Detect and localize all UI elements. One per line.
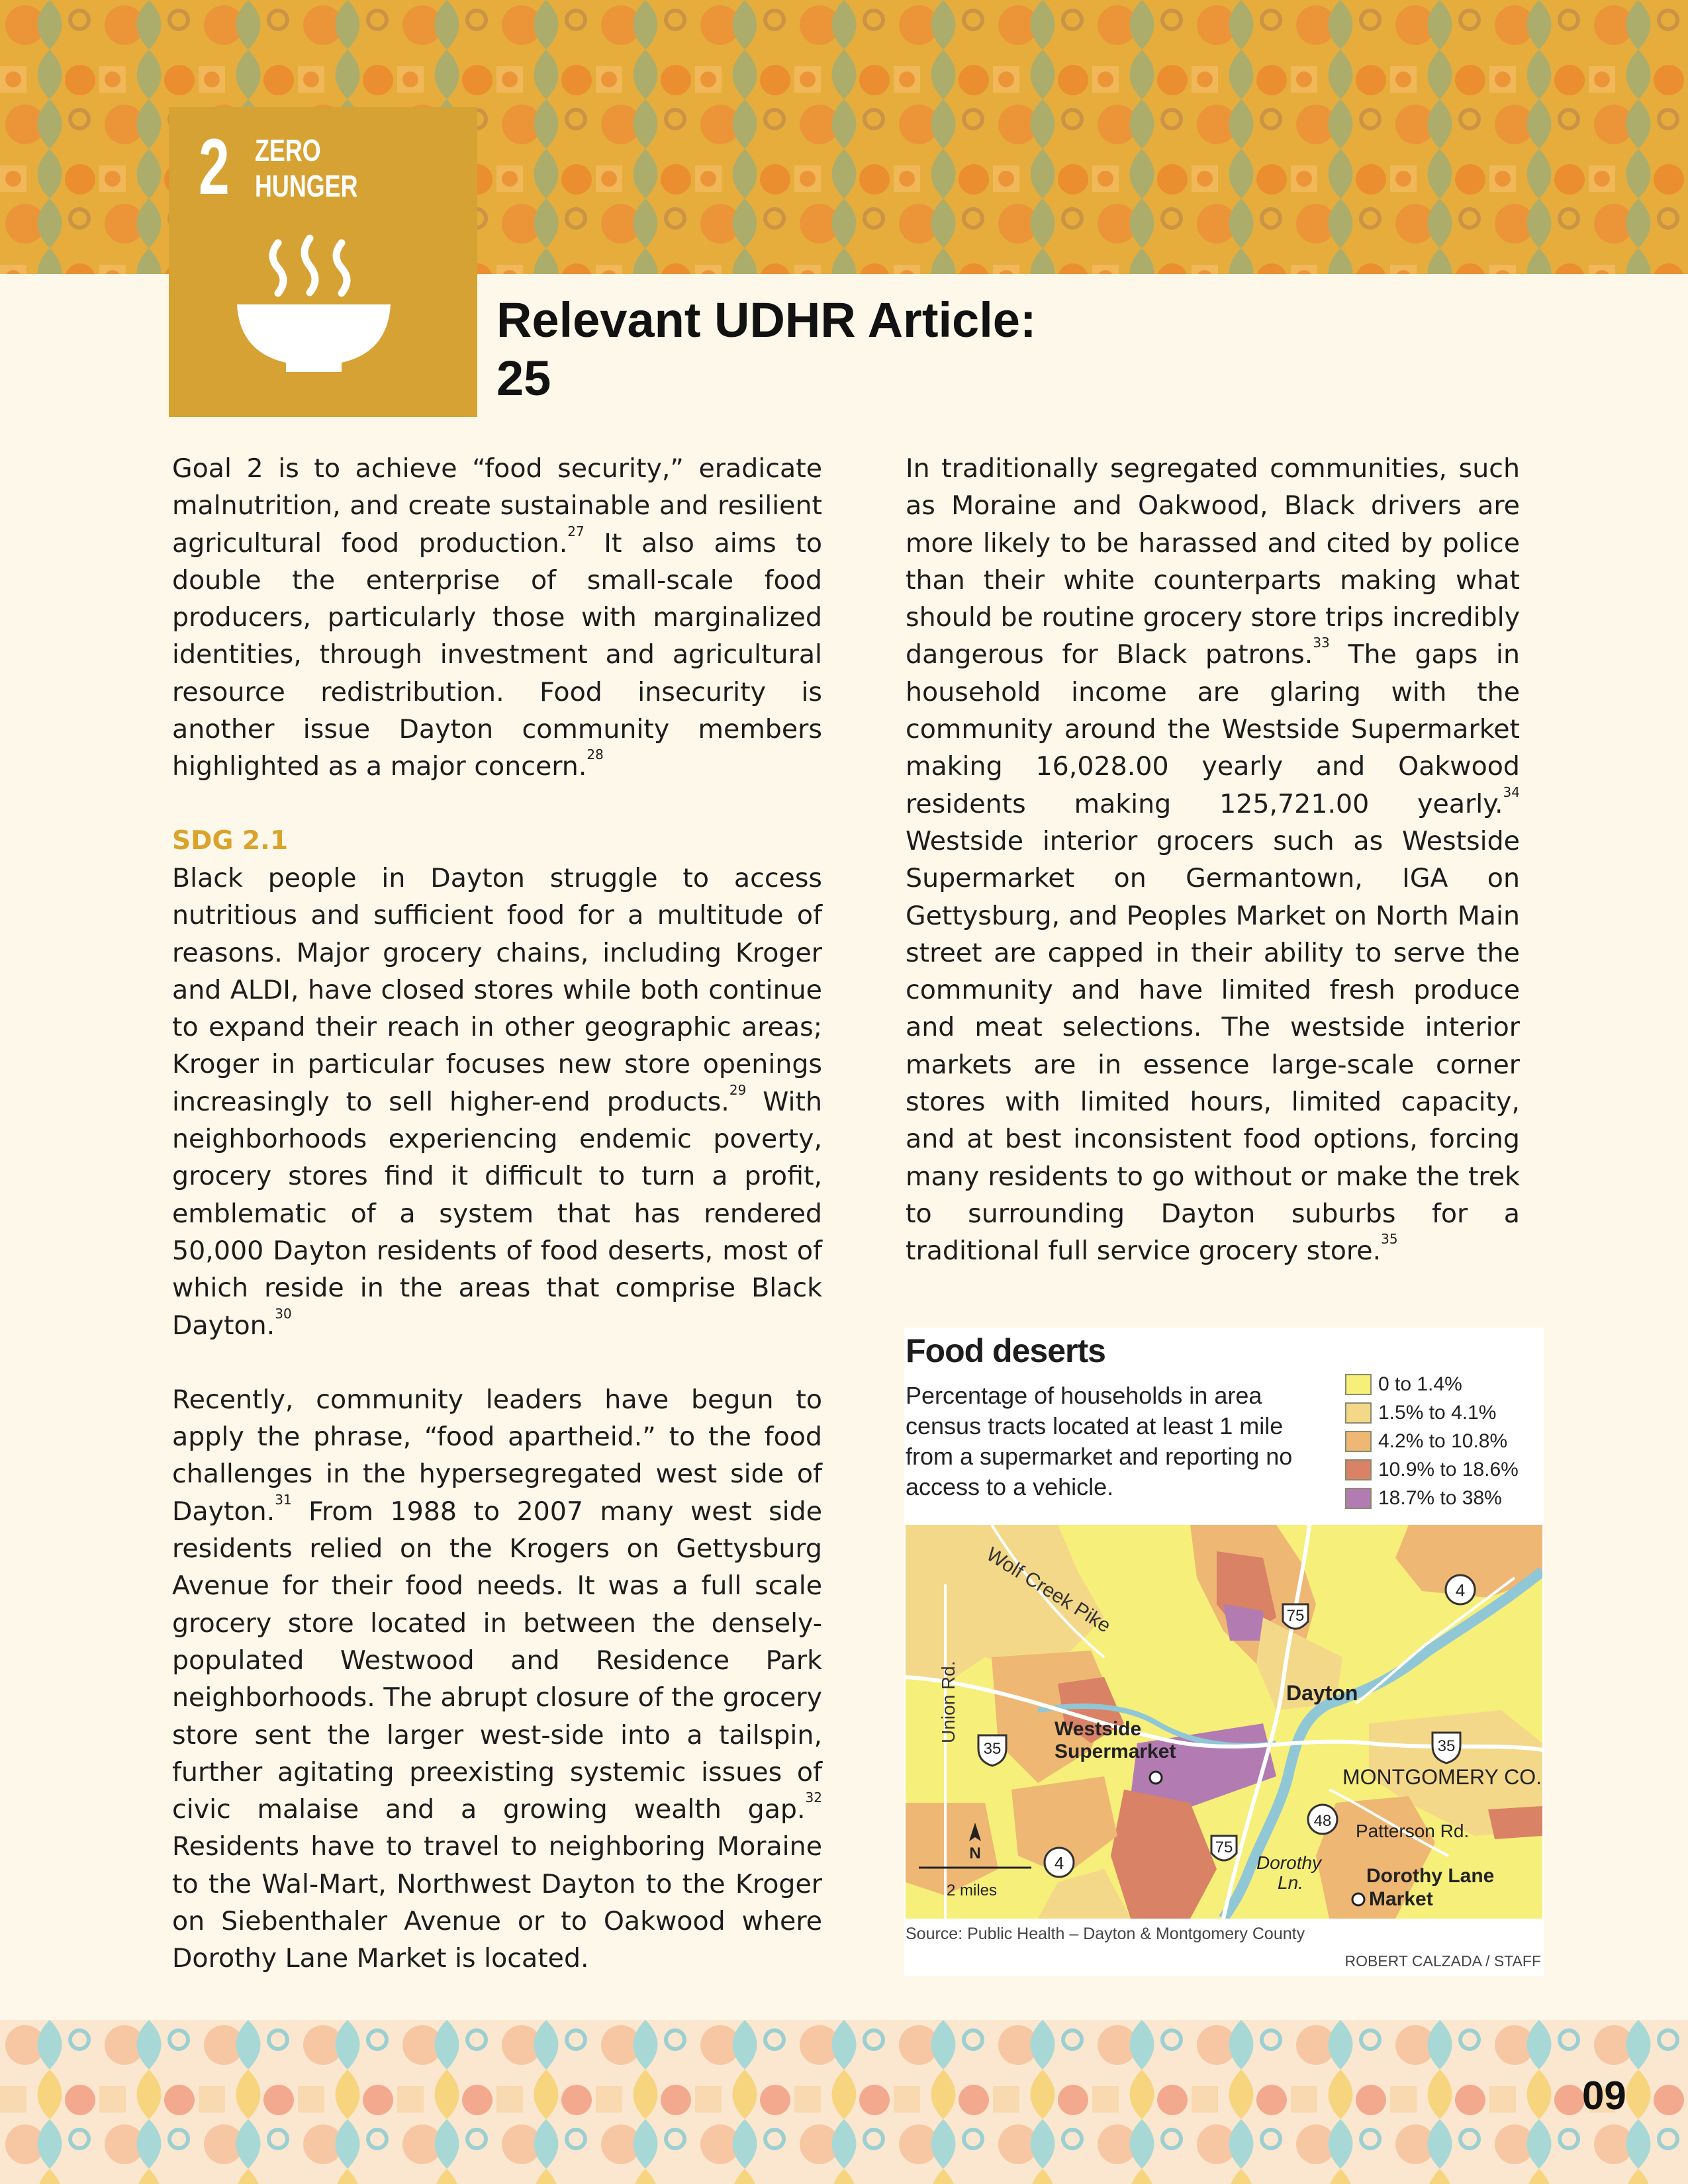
sdg-label <box>255 132 357 204</box>
footnote-35: 35 <box>1381 1231 1398 1248</box>
sdg-2-1-heading: SDG 2.1 <box>172 825 289 856</box>
interstate-75-label: 75 <box>1215 1839 1233 1856</box>
footnote-28: 28 <box>586 747 604 763</box>
footnote-27: 27 <box>567 523 585 539</box>
label-supermarket: Supermarket <box>1055 1741 1176 1762</box>
north-label: N <box>969 1844 981 1862</box>
figure-source: Source: Public Health – Dayton & Montgomery County <box>906 1925 1305 1943</box>
label-market: Market <box>1369 1888 1433 1910</box>
legend-swatch <box>1345 1431 1372 1452</box>
sdg-label-line1: ZERO <box>255 133 321 167</box>
left-column <box>172 450 822 1978</box>
title-line1: Relevant UDHR Article: <box>496 293 1037 347</box>
us-35-label: 35 <box>1437 1737 1456 1755</box>
footnote-29: 29 <box>729 1081 747 1098</box>
right-text-2: The gaps in household income are glaring with the community around the Westside Supermarket making 16,028.00 yearly and Oakwood residents making 125,721.00 yearly. <box>906 639 1521 819</box>
legend-label: 10.9% to 18.6% <box>1378 1458 1519 1480</box>
right-text-3: Westside interior grocers such as Westside Supermarket on Germantown, IGA on Gettysburg, and Peoples Market on North Main street are capped in their ability to serve the community and have limited fresh produce and meat selections. The westside interior markets are in essence large-scale corner stores with limited hours, limited capacity, and at best inconsistent food options, forcing many residents to go without or make the trek to surrounding Dayton suburbs for a traditional full service grocery store. <box>906 825 1520 1267</box>
legend-item <box>1345 1398 1544 1427</box>
legend-label: 4.2% to 10.8% <box>1378 1430 1508 1452</box>
label-dorothy-lane: Dorothy Lane <box>1366 1865 1495 1887</box>
legend-label: 0 to 1.4% <box>1378 1373 1462 1395</box>
right-column <box>906 450 1520 1270</box>
intro-paragraph <box>172 450 822 786</box>
legend-swatch <box>1345 1374 1372 1395</box>
label-dorothy: Dorothy <box>1256 1852 1322 1873</box>
footnote-34: 34 <box>1503 784 1520 800</box>
label-dayton: Dayton <box>1286 1681 1358 1705</box>
bottom-pattern-band <box>0 2020 1688 2184</box>
legend-item <box>1345 1484 1544 1512</box>
legend-swatch <box>1345 1402 1372 1424</box>
bowl-icon <box>232 233 410 379</box>
para3-text-3: Residents have to travel to neighboring Moraine to the Wal-Mart, Northwest Dayton to the Kroger on Siebenthaler Avenue or to Oakwood where Dorothy Lane Market is located. <box>172 1831 822 1974</box>
westside-supermarket-marker <box>1150 1772 1162 1784</box>
route-4-label: 4 <box>1455 1580 1466 1600</box>
footnote-30: 30 <box>275 1305 292 1322</box>
label-union-rd: Union Rd. <box>938 1661 959 1743</box>
footnote-31: 31 <box>275 1491 292 1508</box>
label-montgomery-co: MONTGOMERY CO. <box>1342 1765 1542 1789</box>
map-legend <box>1345 1370 1544 1512</box>
food-desert-map <box>906 1525 1542 1919</box>
label-patterson-rd: Patterson Rd. <box>1356 1821 1470 1841</box>
bottom-pattern-art <box>0 2020 1688 2184</box>
interstate-75-label: 75 <box>1286 1607 1305 1625</box>
sdg-label-line2: HUNGER <box>255 169 358 203</box>
legend-label: 1.5% to 4.1% <box>1378 1401 1497 1424</box>
segregation-paragraph <box>906 450 1520 1270</box>
food-apartheid-paragraph <box>172 1381 822 1978</box>
intro-text-1: Goal 2 is to achieve “food security,” eradicate malnutrition, and create sustainable and resilient agricultural food production. <box>172 453 822 559</box>
figure-credit: ROBERT CALZADA / STAFF <box>1344 1952 1541 1970</box>
page-number: 09 <box>1582 2073 1626 2118</box>
footnote-32: 32 <box>805 1790 822 1806</box>
legend-swatch <box>1345 1459 1372 1480</box>
label-westside: Westside <box>1055 1718 1142 1740</box>
route-48-label: 48 <box>1313 1812 1332 1830</box>
page-title <box>496 291 1225 408</box>
sdg-2-1-paragraph <box>172 860 822 1344</box>
legend-swatch <box>1345 1488 1372 1509</box>
sdg-number: 2 <box>199 122 230 211</box>
map-tract <box>1488 1806 1542 1839</box>
right-text-1: In traditionally segregated communities, such as Moraine and Oakwood, Black drivers are more likely to be harassed and cited by police than their white counterparts making what should be routine grocery store trips incredibly dangerous for Black patrons. <box>906 453 1520 670</box>
label-wolf-creek: Wolf Creek Pike <box>982 1543 1115 1637</box>
label-ln: Ln. <box>1278 1872 1303 1893</box>
para3-text-1: Recently, community leaders have begun to apply the phrase, “food apartheid.” to the food challenges in the hypersegregated west side of Dayton. <box>172 1384 822 1527</box>
para2-text-2: With neighborhoods experiencing endemic poverty, grocery stores find it difficult to turn a profit, emblematic of a system that has rendered 50,000 Dayton residents of food deserts, most of which reside in the areas that comprise Black Dayton. <box>172 1086 822 1341</box>
figure-subtitle: Percentage of households in area census tracts located at least 1 mile from a supermarket and reporting no access to a vehicle. <box>906 1382 1293 1500</box>
us-35-label: 35 <box>983 1740 1002 1758</box>
title-line2: 25 <box>496 351 551 406</box>
sdg-goal-badge <box>169 107 477 417</box>
legend-item <box>1345 1455 1544 1484</box>
footnote-33: 33 <box>1313 635 1330 651</box>
food-deserts-figure <box>904 1328 1544 1976</box>
para2-text-1: Black people in Dayton struggle to access nutritious and sufficient food for a multitude of reasons. Major grocery chains, including Kroger and ALDI, have closed stores while both continue to expand their reach in other geographic areas; Kroger in particular focuses new store openings increasingly to sell higher-end products. <box>172 862 822 1117</box>
route-4-label: 4 <box>1054 1853 1064 1873</box>
legend-item <box>1345 1370 1544 1398</box>
legend-label: 18.7% to 38% <box>1378 1486 1502 1509</box>
intro-text-2: It also aims to double the enterprise of small-scale food producers, particularly those with marginalized identities, through investment and agricultural resource redistribution. Food insecurity is another issue Dayton community members highlighted as a major concern. <box>172 527 822 782</box>
scale-label: 2 miles <box>947 1882 998 1899</box>
legend-item <box>1345 1427 1544 1455</box>
para3-text-2: From 1988 to 2007 many west side residents relied on the Krogers on Gettysburg Avenue for their food needs. It was a full scale grocery store located in between the densely-populated Westwood and Residence Park neighborhoods. The abrupt closure of the grocery store sent the larger west-side into a tailspin, further agitating preexisting systemic issues of civic malaise and a growing wealth gap. <box>172 1496 822 1825</box>
figure-title: Food deserts <box>906 1332 1105 1369</box>
dorothy-lane-market-marker <box>1352 1893 1364 1905</box>
